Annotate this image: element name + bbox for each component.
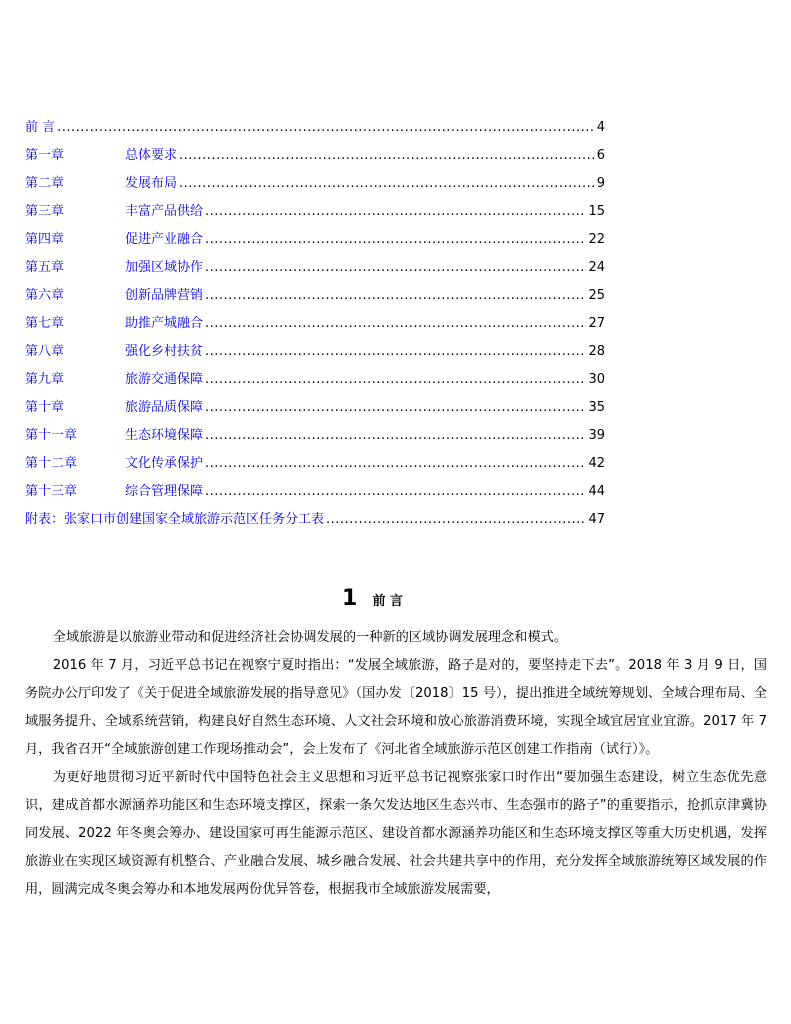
toc-chapter: 第十三章 <box>25 484 78 499</box>
toc-leader-dots <box>179 142 595 170</box>
paragraph: 全域旅游是以旅游业带动和促进经济社会协调发展的一种新的区域协调发展理念和模式。 <box>52 630 568 645</box>
toc-title: 丰富产品供给 <box>125 204 204 219</box>
toc-leader-dots <box>179 170 595 198</box>
body-text <box>25 624 767 904</box>
toc-page-number: 35 <box>588 400 605 415</box>
toc-title: 加强区域协作 <box>125 260 204 275</box>
toc-item-chapter-9[interactable] <box>25 366 605 394</box>
toc-page-number: 15 <box>588 204 605 219</box>
toc-item-chapter-7[interactable] <box>25 310 605 338</box>
toc-item-chapter-10[interactable] <box>25 394 605 422</box>
toc-leader-dots <box>205 366 586 394</box>
toc-page-number: 39 <box>588 428 605 443</box>
toc-page-number: 25 <box>588 288 605 303</box>
toc-chapter: 第十一章 <box>25 428 78 443</box>
toc-chapter: 第六章 <box>25 288 65 303</box>
toc-chapter: 第十二章 <box>25 456 78 471</box>
toc-page-number: 30 <box>588 372 605 387</box>
toc-item-chapter-6[interactable] <box>25 282 605 310</box>
toc-title: 综合管理保障 <box>125 484 204 499</box>
toc-page-number: 6 <box>596 148 605 163</box>
toc-leader-dots <box>205 226 586 254</box>
table-of-contents <box>25 114 605 534</box>
toc-title: 生态环境保障 <box>125 428 204 443</box>
toc-leader-dots <box>205 254 586 282</box>
toc-page-number: 24 <box>588 260 605 275</box>
toc-leader-dots <box>205 478 586 506</box>
toc-item-preface[interactable] <box>25 114 605 142</box>
toc-page-number: 28 <box>588 344 605 359</box>
toc-chapter: 第十章 <box>25 400 65 415</box>
toc-title: 创新品牌营销 <box>125 288 204 303</box>
toc-chapter: 第二章 <box>25 176 65 191</box>
section-number: 1 <box>342 586 358 611</box>
toc-item-chapter-11[interactable] <box>25 422 605 450</box>
toc-leader-dots <box>205 282 586 310</box>
toc-title: 强化乡村扶贫 <box>125 344 204 359</box>
toc-chapter: 第四章 <box>25 232 65 247</box>
toc-title: 促进产业融合 <box>125 232 204 247</box>
paragraph: 2016 年 7 月，习近平总书记在视察宁夏时指出：“发展全域旅游，路子是对的，要坚持走下去”。2018 年 3 月 9 日，国务院办公厅印发了《关于促进全域旅游发展的指导意见》（国办发〔2018〕15 号），提出推进全域统筹规划、全域合理布局、全域服务提升、全域系统营销，构建良好自然生态环境、人文社会环境和放心旅游消费环境，实现全域宜居宜业宜游。2017 年 7 月，我省召开“全域旅游创建工作现场推动会”，会上发布了《河北省全域旅游示范区创建工作指南（试行）》。 <box>25 658 767 757</box>
toc-chapter: 前 言 <box>25 120 56 135</box>
toc-leader-dots <box>205 394 586 422</box>
toc-item-appendix[interactable] <box>25 506 605 534</box>
toc-item-chapter-8[interactable] <box>25 338 605 366</box>
toc-chapter: 第一章 <box>25 148 65 163</box>
toc-chapter: 第三章 <box>25 204 65 219</box>
toc-leader-dots <box>205 450 586 478</box>
toc-page-number: 4 <box>596 120 605 135</box>
toc-leader-dots <box>205 338 586 366</box>
toc-item-chapter-2[interactable] <box>25 170 605 198</box>
toc-item-chapter-12[interactable] <box>25 450 605 478</box>
toc-title: 旅游品质保障 <box>125 400 204 415</box>
toc-page-number: 47 <box>588 512 605 527</box>
toc-title: 文化传承保护 <box>125 456 204 471</box>
section-heading <box>0 586 745 611</box>
toc-leader-dots <box>205 198 586 226</box>
toc-page-number: 9 <box>596 176 605 191</box>
toc-leader-dots <box>326 506 586 534</box>
toc-title: 总体要求 <box>125 148 178 163</box>
toc-chapter: 第九章 <box>25 372 65 387</box>
toc-title: 助推产城融合 <box>125 316 204 331</box>
toc-page-number: 27 <box>588 316 605 331</box>
section-title: 前 言 <box>372 594 403 609</box>
toc-item-chapter-5[interactable] <box>25 254 605 282</box>
toc-page-number: 22 <box>588 232 605 247</box>
toc-chapter: 第五章 <box>25 260 65 275</box>
toc-chapter: 附表：张家口市创建国家全域旅游示范区任务分工表 <box>25 512 325 527</box>
toc-chapter: 第八章 <box>25 344 65 359</box>
toc-page-number: 44 <box>588 484 605 499</box>
toc-title: 发展布局 <box>125 176 178 191</box>
toc-leader-dots <box>205 422 586 450</box>
toc-item-chapter-1[interactable] <box>25 142 605 170</box>
toc-title: 旅游交通保障 <box>125 372 204 387</box>
toc-leader-dots <box>205 310 586 338</box>
toc-page-number: 42 <box>588 456 605 471</box>
paragraph: 为更好地贯彻习近平新时代中国特色社会主义思想和习近平总书记视察张家口时作出“要加强生态建设，树立生态优先意识，建成首都水源涵养功能区和生态环境支撑区，探索一条欠发达地区生态兴市、生态强市的路子”的重要指示，抢抓京津冀协同发展、2022 年冬奥会筹办、建设国家可再生能源示范区、建设首都水源涵养功能区和生态环境支撑区等重大历史机遇，发挥旅游业在实现区域资源有机整合、产业融合发展、城乡融合发展、社会共建共享中的作用，充分发挥全域旅游统筹区域发展的作用，圆满完成冬奥会筹办和本地发展两份优异答卷，根据我市全域旅游发展需要， <box>25 770 767 897</box>
toc-leader-dots <box>57 114 595 142</box>
toc-item-chapter-13[interactable] <box>25 478 605 506</box>
toc-item-chapter-4[interactable] <box>25 226 605 254</box>
toc-item-chapter-3[interactable] <box>25 198 605 226</box>
toc-chapter: 第七章 <box>25 316 65 331</box>
